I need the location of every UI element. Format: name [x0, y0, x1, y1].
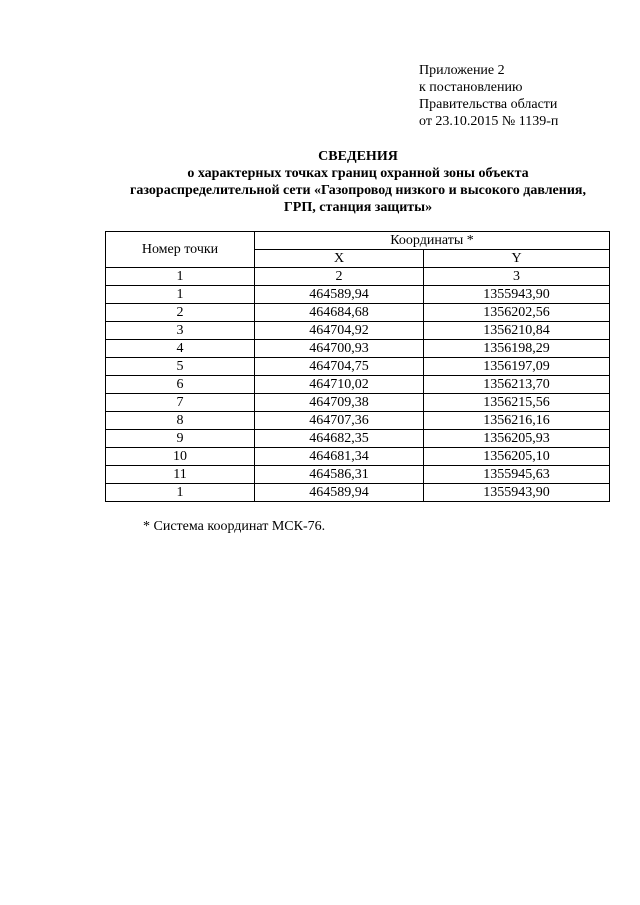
document-heading	[60, 148, 640, 216]
x-value: 464709,38	[255, 394, 424, 412]
footnote: * Система координат МСК-76.	[143, 519, 326, 534]
point-number: 8	[106, 412, 255, 430]
point-number: 11	[106, 466, 255, 484]
header-point-number: Номер точки	[106, 232, 255, 268]
column-index: 2	[255, 268, 424, 286]
table-row	[106, 466, 610, 484]
y-value: 1355943,90	[424, 484, 610, 502]
heading-line: ГРП, станция защиты»	[283, 200, 433, 215]
y-value: 1355943,90	[424, 286, 610, 304]
table-row	[106, 322, 610, 340]
table-row	[106, 376, 610, 394]
table-row	[106, 448, 610, 466]
y-value: 1355945,63	[424, 466, 610, 484]
point-number: 6	[106, 376, 255, 394]
x-value: 464586,31	[255, 466, 424, 484]
x-value: 464704,92	[255, 322, 424, 340]
y-value: 1356205,93	[424, 430, 610, 448]
x-value: 464704,75	[255, 358, 424, 376]
table-row	[106, 358, 610, 376]
table-row	[106, 484, 610, 502]
point-number: 7	[106, 394, 255, 412]
y-value: 1356198,29	[424, 340, 610, 358]
x-value: 464589,94	[255, 286, 424, 304]
header-y: Y	[424, 250, 610, 268]
appendix-line: к постановлению	[419, 80, 523, 95]
x-value: 464684,68	[255, 304, 424, 322]
y-value: 1356197,09	[424, 358, 610, 376]
y-value: 1356202,56	[424, 304, 610, 322]
point-number: 10	[106, 448, 255, 466]
appendix-block	[419, 62, 558, 130]
y-value: 1356216,16	[424, 412, 610, 430]
point-number: 1	[106, 286, 255, 304]
table-row	[106, 430, 610, 448]
y-value: 1356215,56	[424, 394, 610, 412]
point-number: 5	[106, 358, 255, 376]
column-index: 1	[106, 268, 255, 286]
table-row	[106, 340, 610, 358]
x-value: 464589,94	[255, 484, 424, 502]
point-number: 4	[106, 340, 255, 358]
header-x: X	[255, 250, 424, 268]
appendix-line: Правительства области	[419, 97, 558, 112]
table-row	[106, 286, 610, 304]
point-number: 2	[106, 304, 255, 322]
table-row	[106, 304, 610, 322]
table-row	[106, 394, 610, 412]
point-number: 1	[106, 484, 255, 502]
point-number: 9	[106, 430, 255, 448]
x-value: 464681,34	[255, 448, 424, 466]
y-value: 1356213,70	[424, 376, 610, 394]
header-coordinates: Координаты *	[255, 232, 610, 250]
x-value: 464707,36	[255, 412, 424, 430]
appendix-line: Приложение 2	[419, 63, 505, 78]
x-value: 464682,35	[255, 430, 424, 448]
point-number: 3	[106, 322, 255, 340]
table-row	[106, 412, 610, 430]
x-value: 464710,02	[255, 376, 424, 394]
coordinates-table	[105, 231, 610, 502]
heading-line: газораспределительной сети «Газопровод низкого и высокого давления,	[130, 183, 586, 198]
document-title: СВЕДЕНИЯ	[318, 149, 398, 164]
y-value: 1356210,84	[424, 322, 610, 340]
appendix-line: от 23.10.2015 № 1139-п	[419, 114, 559, 129]
column-index: 3	[424, 268, 610, 286]
x-value: 464700,93	[255, 340, 424, 358]
heading-line: о характерных точках границ охранной зоны объекта	[187, 166, 529, 181]
y-value: 1356205,10	[424, 448, 610, 466]
